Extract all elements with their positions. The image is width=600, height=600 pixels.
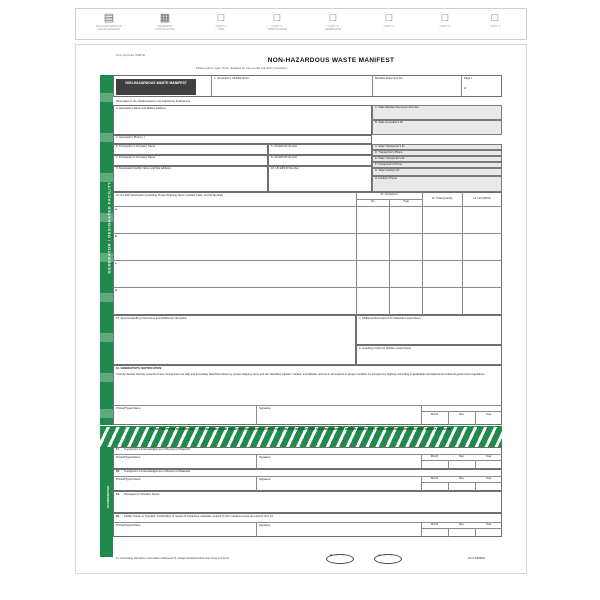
form-title: NON-HAZARDOUS WASTE MANIFEST (267, 57, 395, 64)
transporter-green-column (100, 447, 113, 557)
field-16-text: I hereby declare that the contents of this consignment are fully and accurately described above by proper shipping name and are classified, packed, marked, and labeled, and are in all respects in proper condition for transport by highway according to applicable international and national government regulations. (116, 373, 486, 376)
green-bar-label: GENERATOR / DESIGNATED FACILITY (106, 181, 112, 274)
footer-form-code: Form 6429NH (468, 557, 485, 560)
field-E-label: E. State Transporter's ID (375, 156, 405, 160)
product-image-thumbnail-strip (75, 8, 527, 40)
manifest-form-sheet (75, 44, 527, 574)
document-thumb-2[interactable]: ▦ MANIFEST CONTINUATION (138, 11, 192, 37)
document-icon: □ (273, 12, 281, 24)
field-G-label: G. State Facility's ID (375, 169, 400, 172)
footer-brand-2: ◎ (378, 553, 381, 557)
field-10-label: 10. US EPA ID Number (271, 167, 299, 170)
field-17-label: Transporter 1 Acknowledgement of Receipt of Materials (124, 448, 191, 451)
field-16-title: 16. GENERATOR'S CERTIFICATION: (116, 367, 163, 370)
form-subtitle: Please print or type. (Form designed for use on elite (12-pitch) typewriter.) (196, 66, 288, 70)
facility-month-label: Month (430, 523, 439, 526)
green-col-label: TRANSPORTER (106, 485, 110, 509)
transporter1-printed-name-label: Printed/Typed Name (116, 455, 141, 459)
field-J-label: J. Additional Descriptions for Materials Listed Above (359, 317, 421, 320)
facility-printed-name-label: Printed/Typed Name (116, 523, 141, 527)
field-A-label: A. State Manifest Document Number (375, 106, 419, 109)
col-12b-label: Type (403, 200, 409, 203)
waste-description-table (113, 192, 502, 315)
field-15-label: 15. Special Handling Instructions and Additional Information (116, 317, 187, 320)
field-5-label: 5. Transporter 1 Company Name (116, 145, 156, 148)
document-icon: ▦ (159, 12, 171, 24)
field-19-label: Discrepancy Indication Space (124, 493, 160, 496)
green-bar-stripes (100, 75, 113, 425)
document-thumb-3[interactable]: □ COPY 1 TSDF (194, 11, 248, 37)
field-19-number: 19. (116, 493, 120, 496)
facility-only-notice: DO NOT WRITE BELOW THIS LINE — THIS SECTION IS FOR USE BY THE DESIGNATED FACILITY ONLY. RETAIN ONE COPY FOR YOUR RECORDS AND RETURN SIGNED COPY TO GENERATOR WITHIN 30 DAYS OF RECEIPT OF WASTE. (150, 428, 452, 431)
generator-signature-label: Signature (259, 407, 271, 410)
waste-row-d-label: d. (115, 289, 118, 292)
generator-phone-box (113, 135, 372, 144)
field-17-number: 17. (116, 448, 120, 451)
document-icon: □ (491, 12, 499, 24)
document-icon: □ (217, 12, 225, 24)
manifest-document-number-label: Manifest Document No. (375, 77, 404, 80)
generator-title-block: NON-HAZARDOUS WASTE MANIFEST (116, 79, 196, 95)
form-approval-note: Form Approved. OMB No. (116, 54, 146, 57)
transporter2-signature-label: Signature (259, 477, 271, 481)
field-C-label: C. State Transporter's ID (375, 144, 405, 148)
col-12a-label: No. (370, 200, 376, 203)
field-3-label: 3. Generator's Name and Mailing Address (116, 107, 166, 110)
field-H-label: H. Facility's Phone (375, 177, 398, 180)
transporter2-printed-name-label: Printed/Typed Name (116, 477, 141, 481)
field-9-label: 9. Designated Facility Name and Site Address (116, 167, 171, 170)
transporter2-year-label: Year (485, 477, 492, 480)
document-thumb-5[interactable]: □ COPY 3 GENERATOR (306, 11, 360, 37)
document-thumb-1[interactable]: ▤ NON-HAZARDOUS WASTE MANIFEST (82, 11, 136, 37)
generator-year-label: Year (485, 412, 492, 416)
waste-row-b-label: b. (115, 235, 118, 238)
field-6-label: 6. US EPA ID Number (271, 145, 298, 148)
field-7-label: 7. Transporter 2 Company Name (116, 156, 156, 159)
document-thumb-6[interactable]: □ COPY 4 (362, 11, 416, 37)
col-14-label: 14. Unit Wt/Vol (473, 197, 491, 200)
document-thumb-4[interactable]: □ COPY 2 TRANSPORTER (250, 11, 304, 37)
facility-day-label: Day (459, 523, 464, 526)
field-20-number: 20. (116, 515, 120, 518)
generator-month-label: Month (430, 412, 439, 416)
page-of-label: of (464, 87, 467, 90)
waste-row-c-label: c. (115, 262, 118, 265)
generator-day-label: Day (459, 412, 464, 416)
transporter1-signature-label: Signature (259, 455, 271, 459)
facility-year-label: Year (485, 523, 492, 526)
field-4-label: 4. Generator's Phone ( ) (116, 136, 145, 139)
shaded-area-note: Information in the shaded areas is not required by Federal law. (116, 100, 191, 103)
field-F-label: F. Transporter's Phone (375, 162, 402, 166)
document-thumb-8[interactable]: □ COPY 6 (468, 11, 522, 37)
field-D-label: D. Transporter's Phone (375, 150, 403, 154)
col-13-label: 13. Total Quantity (431, 197, 453, 200)
page-label: Page 1 (464, 77, 473, 80)
field-K-label: K. Handling Codes for Wastes Listed Above (359, 347, 412, 350)
field-18-label: Transporter 2 Acknowledgement of Receipt of Materials (124, 470, 191, 473)
facility-signature-label: Signature (259, 523, 271, 527)
special-handling-box (113, 315, 356, 365)
discrepancy-box (113, 491, 502, 513)
generator-epa-id-label: 1. Generator's US EPA ID No. (214, 77, 250, 80)
col-11-label: 11. US DOT Description (Including Proper Shipping Name, Hazard Class, and ID Number) (116, 194, 224, 197)
field-8-label: 8. US EPA ID Number (271, 156, 298, 159)
transporter2-day-label: Day (459, 477, 464, 480)
footer-brand: ◆ (330, 553, 333, 557)
document-icon: □ (441, 12, 449, 24)
field-B-label: B. State Generator's ID (375, 121, 403, 124)
transporter1-year-label: Year (485, 455, 492, 458)
transporter2-month-label: Month (430, 477, 439, 480)
document-icon: □ (385, 12, 393, 24)
transporter1-day-label: Day (459, 455, 464, 458)
field-18-number: 18. (116, 470, 120, 473)
document-thumb-7[interactable]: □ COPY 5 (418, 11, 472, 37)
generator-printed-name-label: Printed/Typed Name (116, 407, 141, 410)
field-20-label: Facility Owner or Operator: Certification of receipt of hazardous materials covered by this manifest except as noted in Item 19. (124, 515, 274, 518)
col-12-label: 12. Containers (380, 193, 398, 196)
footer-note: To: Generating Hazardous Information Addressed To, Always Durable/Carbon-less Snap-Out Form (116, 557, 229, 560)
document-icon: □ (329, 12, 337, 24)
document-icon: ▤ (103, 12, 115, 24)
transporter1-month-label: Month (430, 455, 439, 458)
waste-row-a-label: a. (115, 208, 118, 211)
